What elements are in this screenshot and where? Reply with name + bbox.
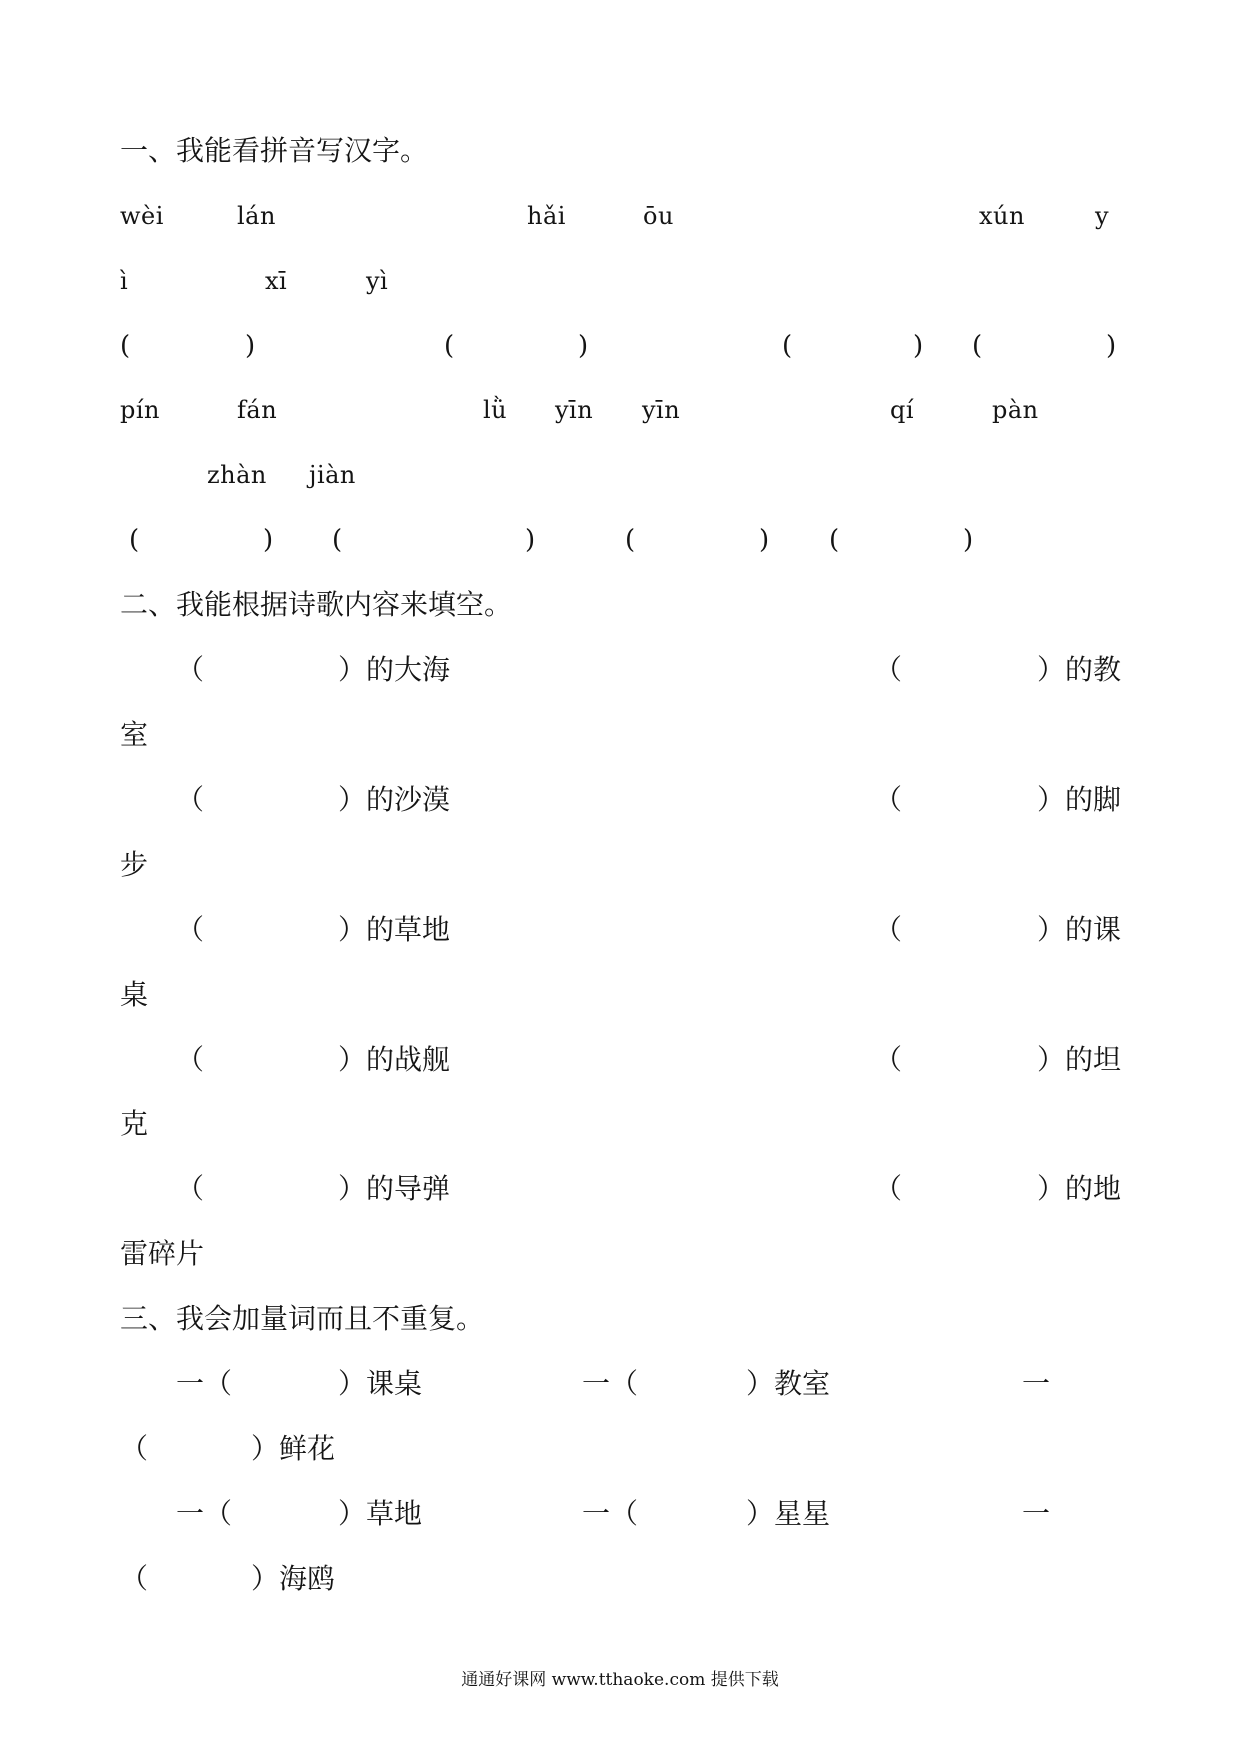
pinyin: lán bbox=[237, 202, 276, 230]
answer-blank-close: ) bbox=[963, 525, 974, 555]
pinyin: fán bbox=[237, 396, 278, 424]
blank-phrase: ）的坦 bbox=[1037, 1043, 1122, 1076]
pinyin: jiàn bbox=[309, 461, 356, 489]
blank-open: （ bbox=[176, 1043, 205, 1076]
blank-open: （ bbox=[874, 783, 903, 816]
section3-heading-line bbox=[0, 1299, 1240, 1339]
pinyin: xún bbox=[979, 202, 1025, 230]
pinyin: ì bbox=[120, 267, 129, 295]
blank-phrase: ）的导弹 bbox=[338, 1172, 451, 1205]
wrap-line bbox=[0, 1104, 1240, 1144]
measure-noun: ）课桌 bbox=[338, 1367, 423, 1400]
pinyin: pín bbox=[120, 396, 160, 424]
measure-noun: ）草地 bbox=[338, 1497, 423, 1530]
answer-blank-open: ( bbox=[332, 525, 343, 555]
blank-open: （ bbox=[176, 653, 205, 686]
blank-open: （ bbox=[874, 653, 903, 686]
answer-blank-close: ) bbox=[1106, 331, 1117, 361]
pinyin: hǎi bbox=[527, 202, 566, 230]
measure-word-row bbox=[0, 1494, 1240, 1534]
blank-open: （ bbox=[874, 1043, 903, 1076]
answer-blank-open: ( bbox=[120, 331, 131, 361]
measure-noun: ）海鸥 bbox=[251, 1562, 336, 1595]
pinyin-line bbox=[0, 261, 1240, 301]
wrapped-text: 桌 bbox=[120, 978, 149, 1011]
answer-blanks-line bbox=[0, 326, 1240, 366]
answer-blank-open: ( bbox=[129, 525, 140, 555]
measure-prefix: 一 bbox=[1022, 1367, 1051, 1400]
pinyin: ōu bbox=[643, 202, 674, 230]
answer-blank-open: ( bbox=[444, 331, 455, 361]
answer-blank-close: ) bbox=[263, 525, 274, 555]
blank-open: （ bbox=[874, 1172, 903, 1205]
measure-noun: ）星星 bbox=[746, 1497, 831, 1530]
fill-blank-row bbox=[0, 780, 1240, 820]
wrap-line bbox=[0, 1429, 1240, 1469]
answer-blank-open: ( bbox=[972, 331, 983, 361]
blank-open: （ bbox=[874, 913, 903, 946]
fill-blank-row bbox=[0, 1169, 1240, 1209]
blank-open: （ bbox=[176, 913, 205, 946]
fill-blank-row bbox=[0, 650, 1240, 690]
section2-heading-line bbox=[0, 585, 1240, 625]
pinyin: yì bbox=[366, 267, 389, 295]
measure-word-row bbox=[0, 1364, 1240, 1404]
blank-open: （ bbox=[176, 783, 205, 816]
pinyin-line bbox=[0, 196, 1240, 236]
wrapped-text: 步 bbox=[120, 848, 149, 881]
blank-phrase: ）的草地 bbox=[338, 913, 451, 946]
blank-phrase: ）的脚 bbox=[1037, 783, 1122, 816]
wrap-line bbox=[0, 1559, 1240, 1599]
measure-blank-open: （ bbox=[120, 1562, 149, 1595]
answer-blank-close: ) bbox=[525, 525, 536, 555]
fill-blank-row bbox=[0, 910, 1240, 950]
measure-blank-open: 一（ bbox=[582, 1497, 639, 1530]
wrapped-text: 克 bbox=[120, 1107, 149, 1140]
answer-blank-open: ( bbox=[782, 331, 793, 361]
wrap-line bbox=[0, 975, 1240, 1015]
answer-blank-open: ( bbox=[829, 525, 840, 555]
pinyin: pàn bbox=[992, 396, 1039, 424]
answer-blank-open: ( bbox=[625, 525, 636, 555]
pinyin-line bbox=[0, 455, 1240, 495]
wrapped-text: 雷碎片 bbox=[120, 1237, 205, 1270]
section2-heading: 二、我能根据诗歌内容来填空。 bbox=[120, 588, 513, 621]
pinyin: wèi bbox=[120, 202, 164, 230]
pinyin-line bbox=[0, 390, 1240, 430]
measure-blank-open: 一（ bbox=[176, 1367, 233, 1400]
measure-noun: ）教室 bbox=[746, 1367, 831, 1400]
pinyin: yīn bbox=[642, 396, 681, 424]
blank-open: （ bbox=[176, 1172, 205, 1205]
answer-blank-close: ) bbox=[245, 331, 256, 361]
answer-blank-close: ) bbox=[578, 331, 589, 361]
section1-heading-line bbox=[0, 131, 1240, 171]
measure-blank-open: 一（ bbox=[176, 1497, 233, 1530]
blank-phrase: ）的教 bbox=[1037, 653, 1122, 686]
pinyin: xī bbox=[265, 267, 288, 295]
blank-phrase: ）的课 bbox=[1037, 913, 1122, 946]
pinyin: qí bbox=[890, 396, 915, 424]
measure-blank-open: 一（ bbox=[582, 1367, 639, 1400]
wrap-line bbox=[0, 715, 1240, 755]
blank-phrase: ）的沙漠 bbox=[338, 783, 451, 816]
wrapped-text: 室 bbox=[120, 718, 149, 751]
pinyin: y bbox=[1095, 202, 1110, 230]
pinyin: yīn bbox=[555, 396, 594, 424]
measure-noun: ）鲜花 bbox=[251, 1432, 336, 1465]
measure-prefix: 一 bbox=[1022, 1497, 1051, 1530]
wrap-line bbox=[0, 1234, 1240, 1274]
answer-blank-close: ) bbox=[759, 525, 770, 555]
pinyin: zhàn bbox=[207, 461, 267, 489]
blank-phrase: ）的大海 bbox=[338, 653, 451, 686]
section3-heading: 三、我会加量词而且不重复。 bbox=[120, 1302, 485, 1335]
answer-blank-close: ) bbox=[913, 331, 924, 361]
answer-blanks-line bbox=[0, 520, 1240, 560]
measure-blank-open: （ bbox=[120, 1432, 149, 1465]
fill-blank-row bbox=[0, 1040, 1240, 1080]
pinyin: lǜ bbox=[483, 396, 508, 424]
section1-heading: 一、我能看拼音写汉字。 bbox=[120, 134, 429, 167]
blank-phrase: ）的战舰 bbox=[338, 1043, 451, 1076]
page-footer: 通通好课网 www.tthaoke.com 提供下载 bbox=[461, 1670, 779, 1690]
wrap-line bbox=[0, 845, 1240, 885]
blank-phrase: ）的地 bbox=[1037, 1172, 1122, 1205]
